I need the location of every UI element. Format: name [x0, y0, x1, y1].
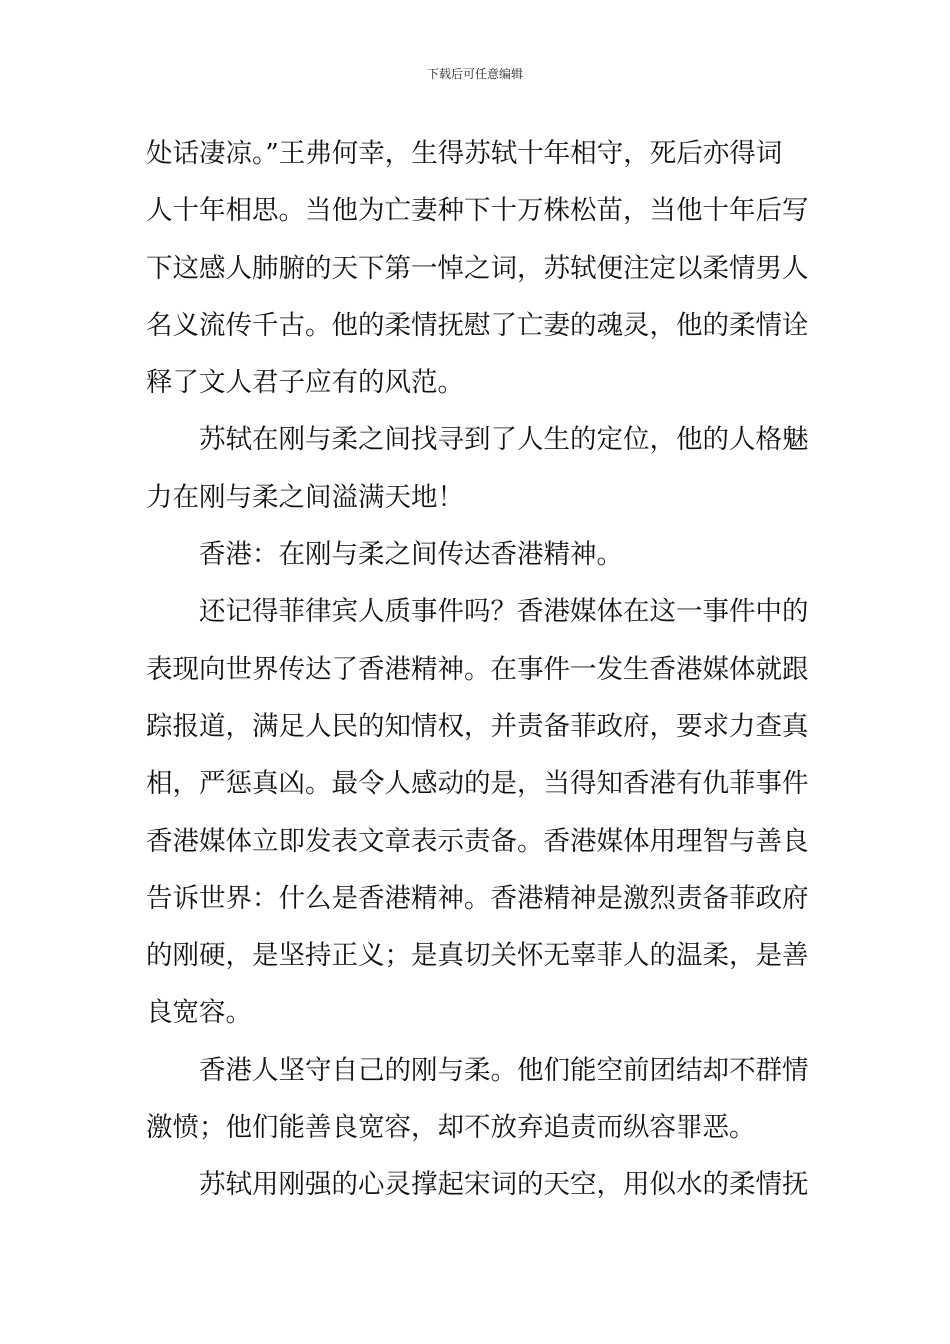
text-line: 良宽容。: [146, 997, 252, 1029]
text-line: 告诉世界：什么是香港精神。香港精神是激烈责备菲政府: [146, 882, 809, 914]
text-line: 下这感人肺腑的天下第一悼之词，苏轼便注定以柔情男人: [146, 252, 809, 284]
text-line: 还记得菲律宾人质事件吗？香港媒体在这一事件中的: [146, 596, 809, 628]
text-line: 释了文人君子应有的风范。: [146, 367, 464, 399]
text-line: 香港：在刚与柔之间传达香港精神。: [146, 539, 623, 571]
text-line: 力在刚与柔之间溢满天地！: [146, 481, 464, 513]
text-line: 人十年相思。当他为亡妻种下十万株松苗，当他十年后写: [146, 195, 809, 227]
text-line: 名义流传千古。他的柔情抚慰了亡妻的魂灵，他的柔情诠: [146, 309, 809, 341]
text-line: 表现向世界传达了香港精神。在事件一发生香港媒体就跟: [146, 653, 809, 685]
text-line: 踪报道，满足人民的知情权，并责备菲政府，要求力查真: [146, 710, 809, 742]
text-line: 苏轼在刚与柔之间找寻到了人生的定位，他的人格魅: [146, 424, 809, 456]
text-line: 香港媒体立即发表文章表示责备。香港媒体用理智与善良: [146, 825, 809, 857]
text-line: 香港人坚守自己的刚与柔。他们能空前团结却不群情: [146, 1054, 809, 1086]
body-text: [146, 125, 809, 1214]
text-line: 的刚硬，是坚持正义；是真切关怀无辜菲人的温柔，是善: [146, 940, 809, 972]
text-line: 相，严惩真凶。最令人感动的是，当得知香港有仇菲事件: [146, 768, 809, 800]
text-line: 处话凄凉。”王弗何幸，生得苏轼十年相守，死后亦得词: [146, 138, 783, 169]
text-line: 苏轼用刚强的心灵撑起宋词的天空，用似水的柔情抚: [146, 1169, 809, 1201]
page-header: 下载后可任意编辑: [426, 67, 523, 81]
text-line: 激愤；他们能善良宽容，却不放弃追责而纵容罪恶。: [146, 1112, 756, 1144]
